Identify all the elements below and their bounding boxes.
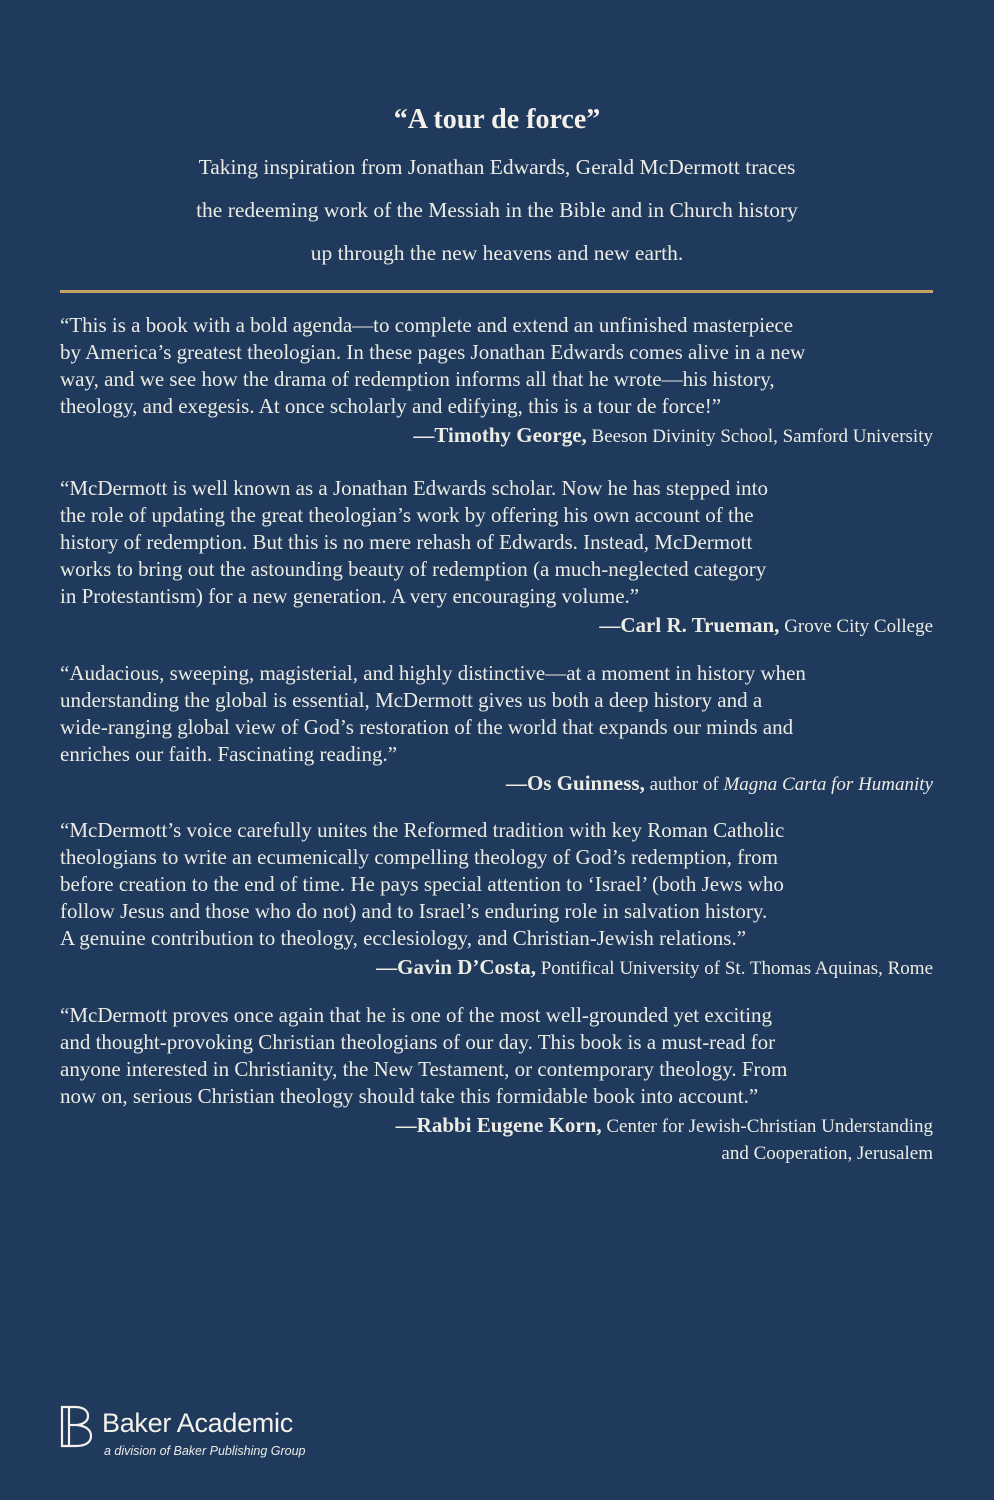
endorsement-gavin-dcosta [60, 817, 933, 982]
quote-line: “Audacious, sweeping, magisterial, and highly distinctive—at a moment in history when [60, 661, 806, 685]
quote-line: history of redemption. But this is no mere rehash of Edwards. Instead, McDermott [60, 530, 753, 554]
quote-line: now on, serious Christian theology should take this formidable book into account.” [60, 1084, 759, 1108]
gold-divider [60, 290, 933, 293]
endorsement-eugene-korn [60, 1002, 933, 1167]
endorser-affiliation: Grove City College [779, 616, 933, 637]
endorsements [60, 312, 933, 1167]
quote-line: follow Jesus and those who do not) and to Israel’s enduring role in salvation history. [60, 899, 768, 923]
endorsement-attribution [60, 770, 933, 798]
quote-line: before creation to the end of time. He pays special attention to ‘Israel’ (both Jews who [60, 872, 784, 896]
endorser-affiliation: Pontifical University of St. Thomas Aquinas, Rome [535, 958, 933, 979]
endorser-name: —Carl R. Trueman, [599, 613, 780, 637]
quote-line: in Protestantism) for a new generation. A very encouraging volume.” [60, 584, 640, 608]
quote-line: A genuine contribution to theology, ecclesiology, and Christian-Jewish relations.” [60, 926, 747, 950]
intro-line: up through the new heavens and new earth. [310, 241, 684, 265]
endorsement-quote [60, 660, 933, 768]
quote-line: “This is a book with a bold agenda—to complete and extend an unfinished masterpiece [60, 313, 794, 337]
endorser-name: —Timothy George, [413, 423, 587, 447]
endorsement-quote [60, 817, 933, 952]
baker-b-logo-icon [58, 1404, 98, 1448]
publisher-name: Baker Academic [102, 1408, 293, 1438]
headline: “A tour de force” [393, 104, 601, 135]
endorsement-attribution [60, 954, 933, 982]
attribution-line [60, 1112, 933, 1140]
endorsement-quote [60, 1002, 933, 1110]
endorser-name: —Os Guinness, [505, 771, 645, 795]
quote-line: the role of updating the great theologian’s work by offering his own account of the [60, 503, 754, 527]
quote-line: “McDermott proves once again that he is one of the most well-grounded yet exciting [60, 1003, 773, 1027]
endorsement-carl-trueman [60, 475, 933, 640]
quote-line: “McDermott’s voice carefully unites the Reformed tradition with key Roman Catholic [60, 818, 785, 842]
endorser-name: —Rabbi Eugene Korn, [395, 1113, 602, 1137]
quote-line: anyone interested in Christianity, the New Testament, or contemporary theology. From [60, 1057, 788, 1081]
endorsement-os-guinness [60, 660, 933, 798]
endorsement-attribution [60, 422, 933, 450]
attribution-line [60, 612, 933, 640]
endorser-affiliation: Beeson Divinity School, Samford University [586, 426, 933, 447]
quote-line: theologians to write an ecumenically compelling theology of God’s redemption, from [60, 845, 778, 869]
attribution-line [60, 770, 933, 798]
quote-line: understanding the global is essential, McDermott gives us both a deep history and a [60, 688, 763, 712]
attribution-line [60, 422, 933, 450]
intro-paragraph [100, 146, 894, 275]
endorsement-timothy-george [60, 312, 933, 450]
quote-line: and thought-provoking Christian theologians of our day. This book is a must-read for [60, 1030, 776, 1054]
quote-line: way, and we see how the drama of redemption informs all that he wrote—his history, [60, 367, 775, 391]
quote-line: enriches our faith. Fascinating reading.” [60, 742, 398, 766]
intro-line: Taking inspiration from Jonathan Edwards, Gerald McDermott traces [198, 155, 796, 179]
endorser-name: —Gavin D’Costa, [376, 955, 536, 979]
publisher-logo [58, 1402, 358, 1472]
endorsement-attribution [60, 1112, 933, 1167]
book-title: Magna Carta for Humanity [723, 774, 933, 795]
quote-line: “McDermott is well known as a Jonathan Edwards scholar. Now he has stepped into [60, 476, 769, 500]
intro-line: the redeeming work of the Messiah in the Bible and in Church history [196, 198, 798, 222]
attribution-line [60, 954, 933, 982]
endorsement-quote [60, 475, 933, 610]
endorsement-quote [60, 312, 933, 420]
quote-line: theology, and exegesis. At once scholarly and edifying, this is a tour de force!” [60, 394, 722, 418]
endorser-affiliation-line2: and Cooperation, Jerusalem [721, 1143, 933, 1164]
endorsement-attribution [60, 612, 933, 640]
quote-line: works to bring out the astounding beauty of redemption (a much-neglected category [60, 557, 767, 581]
publisher-subtitle: a division of Baker Publishing Group [104, 1444, 306, 1458]
quote-line: wide-ranging global view of God’s restoration of the world that expands our minds and [60, 715, 794, 739]
endorser-affiliation: Center for Jewish-Christian Understanding [601, 1116, 933, 1137]
quote-line: by America’s greatest theologian. In these pages Jonathan Edwards comes alive in a new [60, 340, 806, 364]
endorser-affiliation: author of [644, 774, 724, 795]
